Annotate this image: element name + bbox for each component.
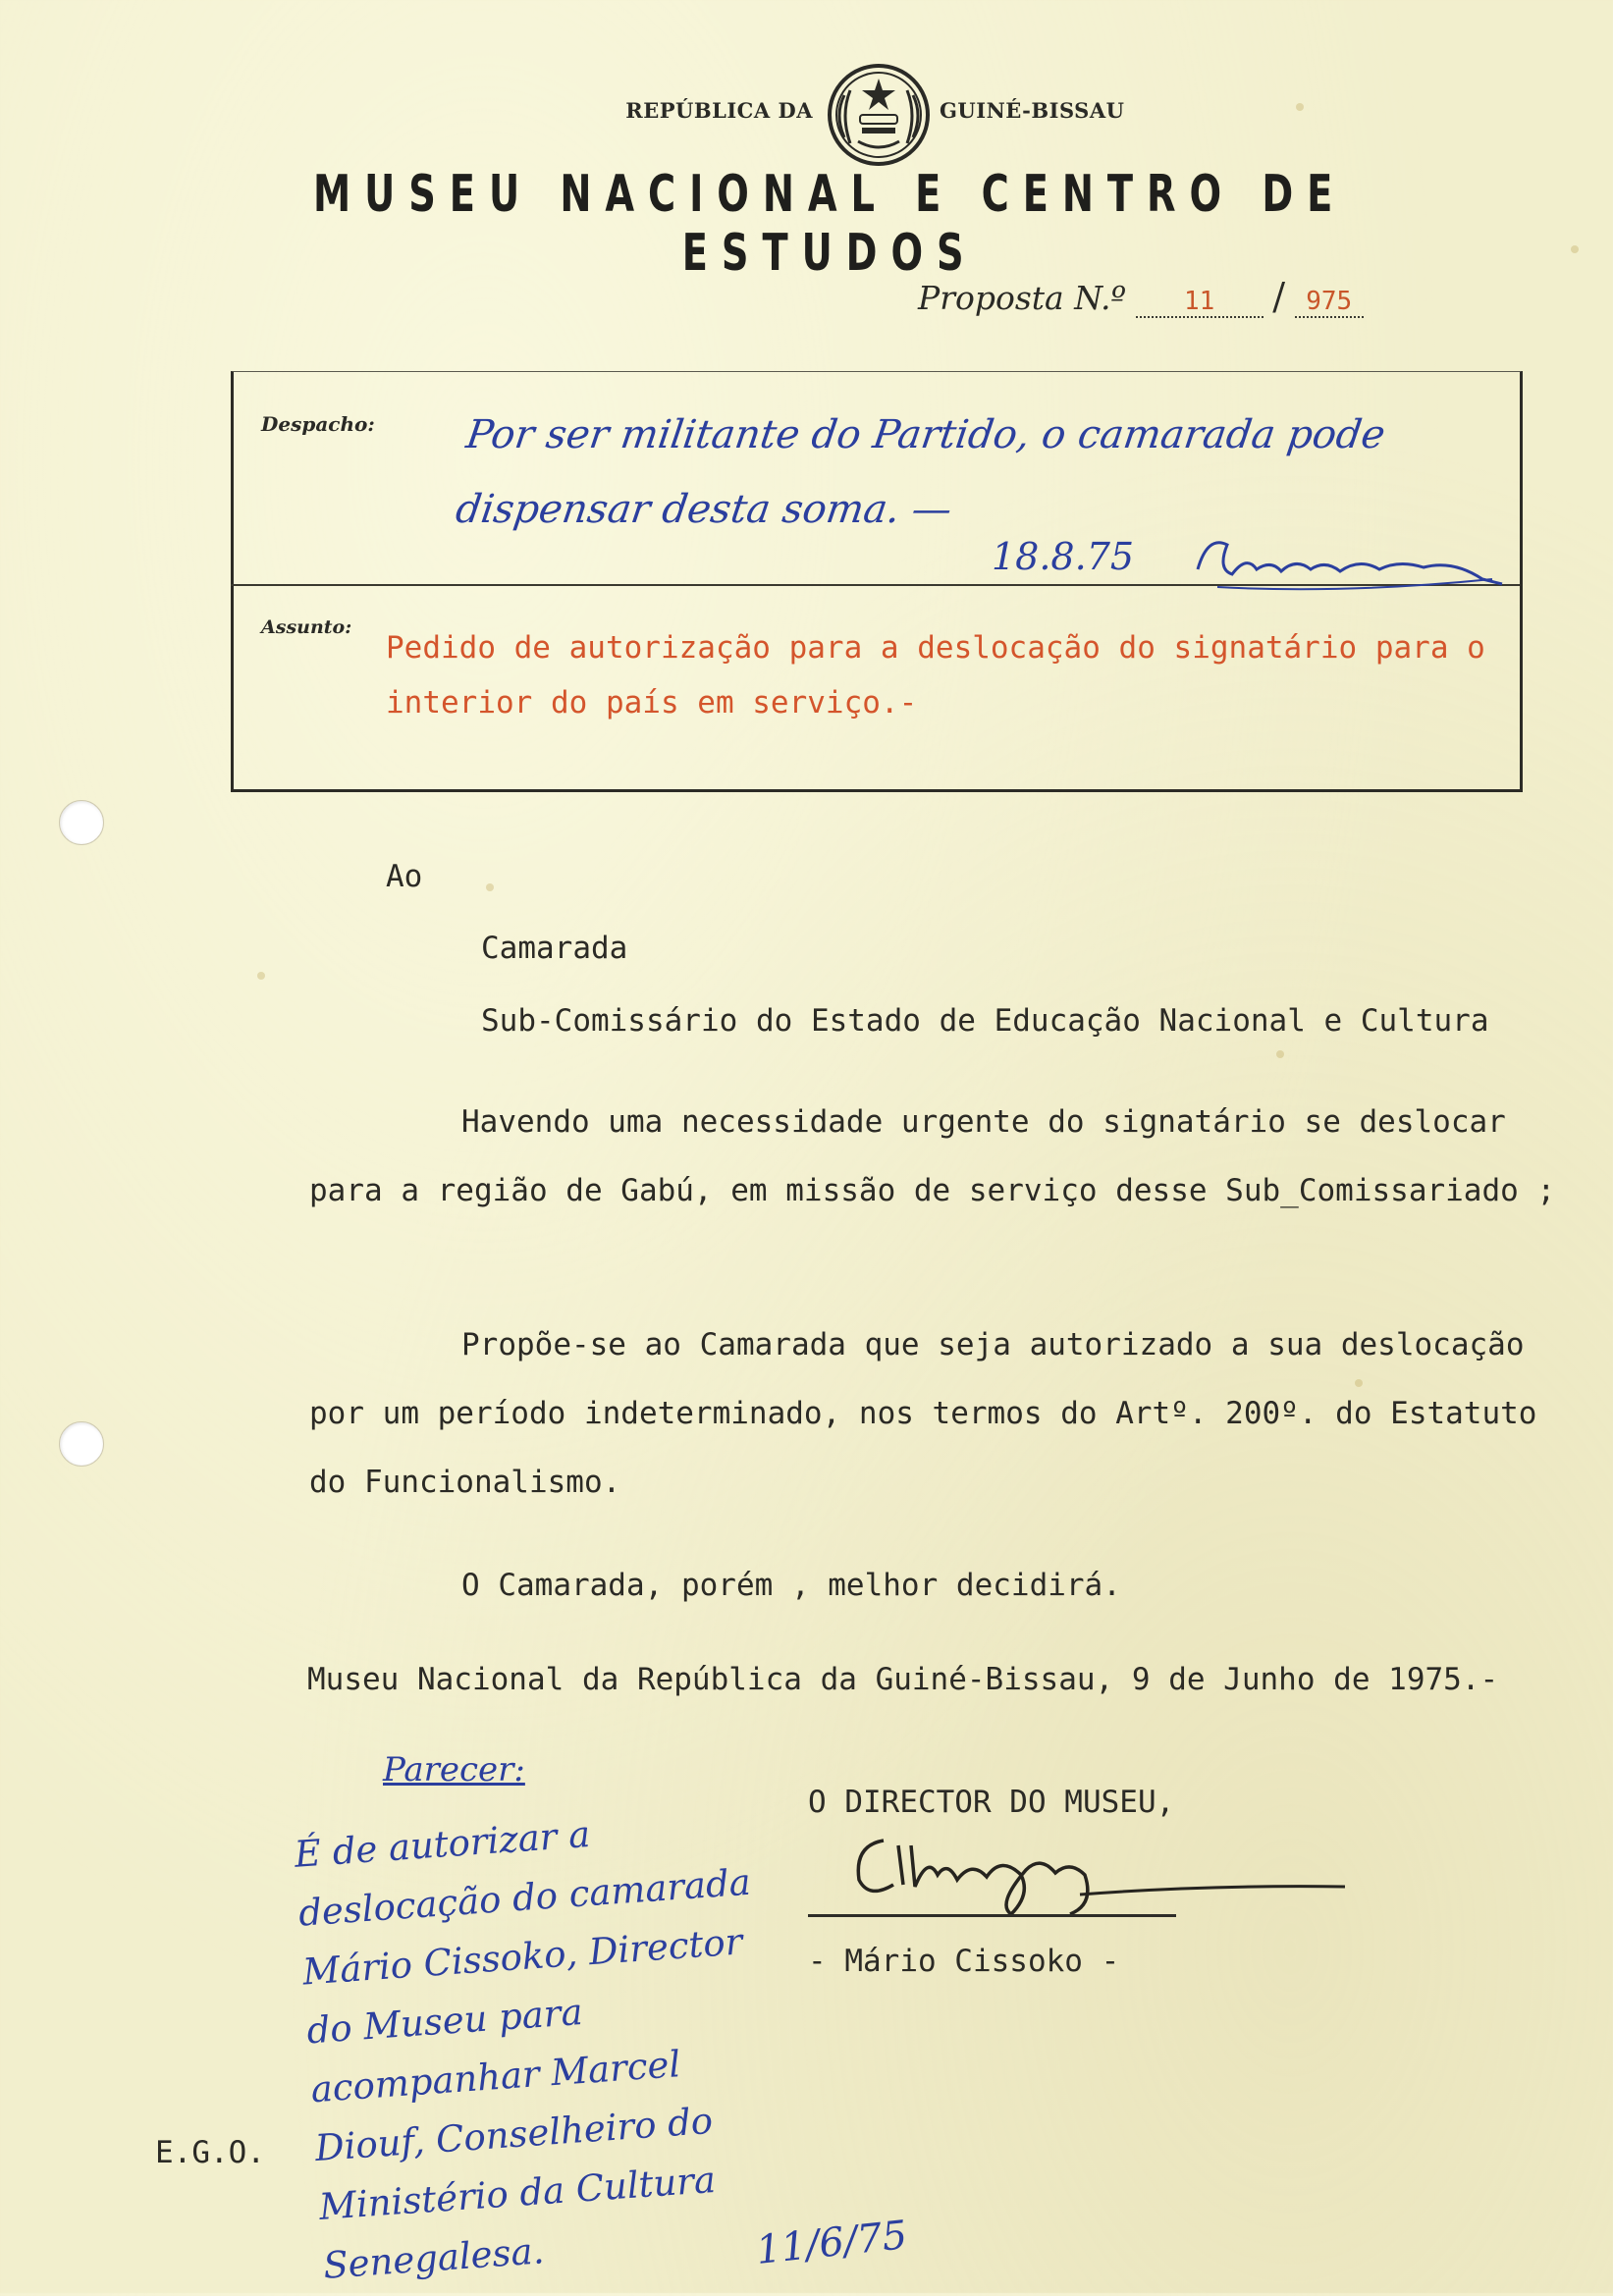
parecer-label: Parecer: [383, 1750, 525, 1789]
signature-underline [808, 1914, 1176, 1917]
proposta-slash: / [1272, 275, 1286, 318]
recipient-line-2: Sub-Comissário do Estado de Educação Nacional e Cultura [481, 1003, 1489, 1039]
national-emblem-icon [825, 61, 933, 169]
assunto-text: Pedido de autorização para a deslocação do signatário para o interior do país em serviço.- [386, 630, 1485, 721]
recipient-line-1: Camarada [481, 931, 628, 966]
letterhead-country-left: REPÚBLICA DA [625, 98, 813, 123]
despacho-handwritten-text: Por ser militante do Partido, o camarada pode dispensar desta soma. — [453, 412, 1388, 532]
director-title: O DIRECTOR DO MUSEU, [808, 1785, 1175, 1820]
paragraph-2: Propõe-se ao Camarada que seja autorizado a sua deslocação por um período indeterminado, nos termos do Artº. 200º. do Estatuto do Funcionalismo. [309, 1327, 1537, 1500]
letterhead [0, 61, 1613, 159]
director-signature [834, 1816, 1355, 1924]
despacho-date: 18.8.75 [992, 535, 1135, 578]
paper-speck [486, 883, 494, 891]
paragraph-3: O Camarada, porém , melhor decidirá. [461, 1568, 1121, 1603]
despacho-signature [1188, 530, 1512, 599]
parecer-handwritten-text: É de autorizar a deslocação do camarada Mário Cissoko, Director do Museu para acompanhar Marcel Diouf, Conselheiro do Ministério da Cultura Senegalesa. [293, 1812, 753, 2287]
proposta-number: 11 [1136, 287, 1264, 318]
proposta-year: 975 [1295, 287, 1364, 318]
despacho-label: Despacho: [261, 412, 375, 436]
punch-hole-bottom [59, 1421, 104, 1467]
place-and-date: Museu Nacional da República da Guiné-Bissau, 9 de Junho de 1975.- [307, 1662, 1499, 1697]
letterhead-country-right: GUINÉ-BISSAU [940, 98, 1125, 123]
typist-initials: E.G.O. [155, 2135, 265, 2170]
salutation: Ao [386, 859, 423, 894]
museum-title: MUSEU NACIONAL E CENTRO DE ESTUDOS [313, 165, 1347, 283]
punch-hole-top [59, 800, 104, 845]
paper-speck [257, 972, 265, 980]
paper-speck [1571, 245, 1579, 253]
proposta-line [918, 275, 1364, 318]
paper-speck [1276, 1050, 1284, 1058]
assunto-label: Assunto: [261, 616, 352, 638]
director-name: - Mário Cissoko - [808, 1944, 1120, 1979]
parecer-date: 11/6/75 [754, 2213, 910, 2273]
paragraph-1: Havendo uma necessidade urgente do signatário se deslocar para a região de Gabú, em missão de serviço desse Sub_Comissariado ; [309, 1104, 1556, 1208]
proposta-label: Proposta N.º [918, 279, 1126, 317]
